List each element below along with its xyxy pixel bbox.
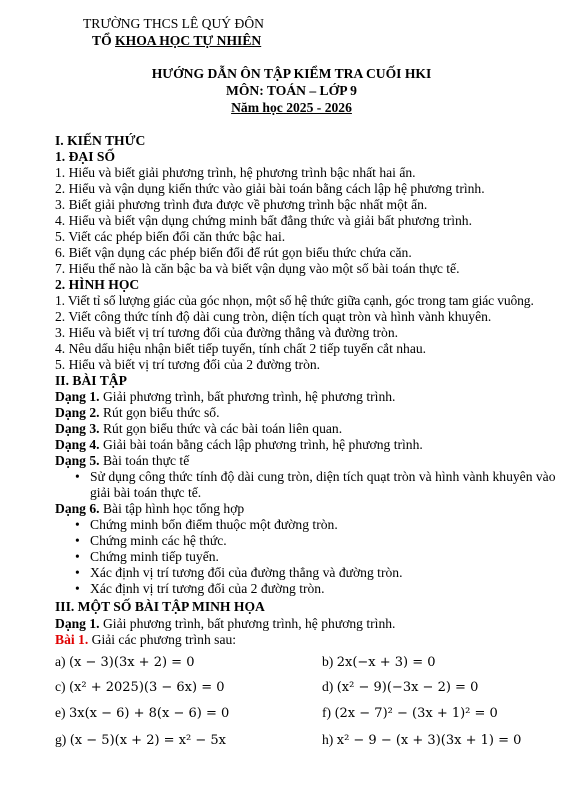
- exercise-type: [55, 453, 189, 469]
- equation-expression: (x² − 9)(−3x − 2) = 0: [336, 680, 479, 695]
- exercise-1-text: Giải các phương trình sau:: [88, 632, 237, 647]
- algebra-item: 1. Hiểu và biết giải phương trình, hệ phương trình bậc nhất hai ẩn.: [55, 165, 416, 180]
- type5-bullet: • Sử dụng công thức tính độ dài cung tròn, diện tích quạt tròn và hình vành khuyên vào giải bài toán thực tế.: [90, 469, 560, 501]
- exercise-type-text: Rút gọn biểu thức và các bài toán liên quan.: [99, 421, 343, 436]
- equation-id: h): [322, 732, 334, 747]
- equation-h: [322, 732, 521, 749]
- equation-expression: (x − 3)(3x + 2) = 0: [68, 655, 195, 670]
- exercise-type-text: Giải phương trình, bất phương trình, hệ phương trình.: [99, 389, 396, 404]
- equation-id: f): [322, 705, 332, 720]
- section2-heading: II. BÀI TẬP: [55, 373, 127, 388]
- algebra-item: 7. Hiểu thế nào là căn bậc ba và biết vận dụng vào một số bài toán thực tế.: [55, 261, 460, 276]
- geometry-item: 5. Hiểu và biết vị trí tương đối của 2 đường tròn.: [55, 357, 321, 372]
- section3-type1: [55, 616, 395, 632]
- exercise-1-label: Bài 1.: [55, 632, 89, 647]
- exercise-type-label: Dạng 6.: [55, 501, 100, 516]
- equation-c: [55, 679, 225, 696]
- exercise-type: [55, 389, 395, 405]
- equation-d: [322, 679, 478, 696]
- exercise-type-label: Dạng 5.: [55, 453, 100, 468]
- equation-a: [55, 654, 194, 671]
- exercise-type: [55, 501, 244, 517]
- geometry-item: 3. Hiểu và biết vị trí tương đối của đường thẳng và đường tròn.: [55, 325, 399, 340]
- equation-id: a): [55, 654, 66, 669]
- exercise-type: [55, 437, 423, 453]
- type6-bullet: • Chứng minh tiếp tuyến.: [90, 549, 219, 565]
- department-underlined: KHOA HỌC TỰ NHIÊN: [115, 33, 262, 48]
- equation-id: c): [55, 679, 66, 694]
- algebra-item: 2. Hiểu và vận dụng kiến thức vào giải bài toán bằng cách lập hệ phương trình.: [55, 181, 485, 196]
- exercise-type-text: Giải bài toán bằng cách lập phương trình, hệ phương trình.: [99, 437, 423, 452]
- type6-bullet: • Chứng minh các hệ thức.: [90, 533, 227, 549]
- algebra-heading: 1. ĐẠI SỐ: [55, 149, 116, 164]
- section3-heading: III. MỘT SỐ BÀI TẬP MINH HỌA: [55, 599, 265, 614]
- exercise-type-label: Dạng 3.: [55, 421, 100, 436]
- equation-id: b): [322, 654, 334, 669]
- type6-bullet: • Chứng minh bốn điểm thuộc một đường tròn.: [90, 517, 338, 533]
- equation-expression: 2x(−x + 3) = 0: [336, 655, 436, 670]
- algebra-item: 3. Biết giải phương trình đưa được về phương trình bậc nhất một ẩn.: [55, 197, 428, 212]
- exercise-1: [55, 632, 236, 648]
- equation-expression: x² − 9 − (x + 3)(3x + 1) = 0: [336, 733, 522, 748]
- equation-expression: (x² + 2025)(3 − 6x) = 0: [68, 680, 225, 695]
- exercise-type: [55, 421, 342, 437]
- school-name: TRƯỜNG THCS LÊ QUÝ ĐÔN: [83, 16, 264, 31]
- geometry-heading: 2. HÌNH HỌC: [55, 277, 140, 292]
- exercise-type-label: Dạng 2.: [55, 405, 100, 420]
- equation-id: e): [55, 705, 66, 720]
- exercise-type-label: Dạng 1.: [55, 389, 100, 404]
- equation-b: [322, 654, 436, 671]
- equation-id: g): [55, 732, 67, 747]
- algebra-item: 5. Viết các phép biến đổi căn thức bậc hai.: [55, 229, 286, 244]
- geometry-item: 4. Nêu dấu hiệu nhận biết tiếp tuyến, tính chất 2 tiếp tuyến cắt nhau.: [55, 341, 427, 356]
- exercise-type-label: Dạng 4.: [55, 437, 100, 452]
- equation-expression: (2x − 7)² − (3x + 1)² = 0: [334, 706, 498, 721]
- exercise-type-text: Rút gọn biểu thức số.: [99, 405, 220, 420]
- geometry-item: 2. Viết công thức tính độ dài cung tròn, diện tích quạt tròn và hình vành khuyên.: [55, 309, 492, 324]
- equation-expression: 3x(x − 6) + 8(x − 6) = 0: [68, 706, 230, 721]
- equation-g: [55, 732, 226, 749]
- exercise-type-label: Dạng 1.: [55, 616, 100, 631]
- equation-expression: (x − 5)(x + 2) = x² − 5x: [69, 733, 227, 748]
- equation-e: [55, 705, 229, 722]
- document-title: HƯỚNG DẪN ÔN TẬP KIỂM TRA CUỐI HKI: [151, 66, 432, 81]
- geometry-item: 1. Viết tỉ số lượng giác của góc nhọn, một số hệ thức giữa cạnh, góc trong tam giác vuông.: [55, 293, 534, 308]
- equation-id: d): [322, 679, 334, 694]
- exercise-type-text: Bài tập hình học tổng hợp: [99, 501, 245, 516]
- exercise-type: [55, 405, 219, 421]
- equation-f: [322, 705, 498, 722]
- type6-bullet: • Xác định vị trí tương đối của 2 đường tròn.: [90, 581, 325, 597]
- document-year: Năm học 2025 - 2026: [231, 100, 352, 115]
- algebra-item: 4. Hiểu và biết vận dụng chứng minh bất đẳng thức và giải bất phương trình.: [55, 213, 473, 228]
- exercise-type-text: Giải phương trình, bất phương trình, hệ phương trình.: [99, 616, 396, 631]
- exercise-type-text: Bài toán thực tế: [99, 453, 190, 468]
- document-subject: MÔN: TOÁN – LỚP 9: [226, 83, 357, 98]
- section1-heading: I. KIẾN THỨC: [55, 133, 146, 148]
- algebra-item: 6. Biết vận dụng các phép biến đổi để rút gọn biểu thức chứa căn.: [55, 245, 412, 260]
- department-prefix: TỔ: [92, 33, 116, 48]
- type6-bullet: • Xác định vị trí tương đối của đường thẳng và đường tròn.: [90, 565, 402, 581]
- department-name: [92, 33, 261, 49]
